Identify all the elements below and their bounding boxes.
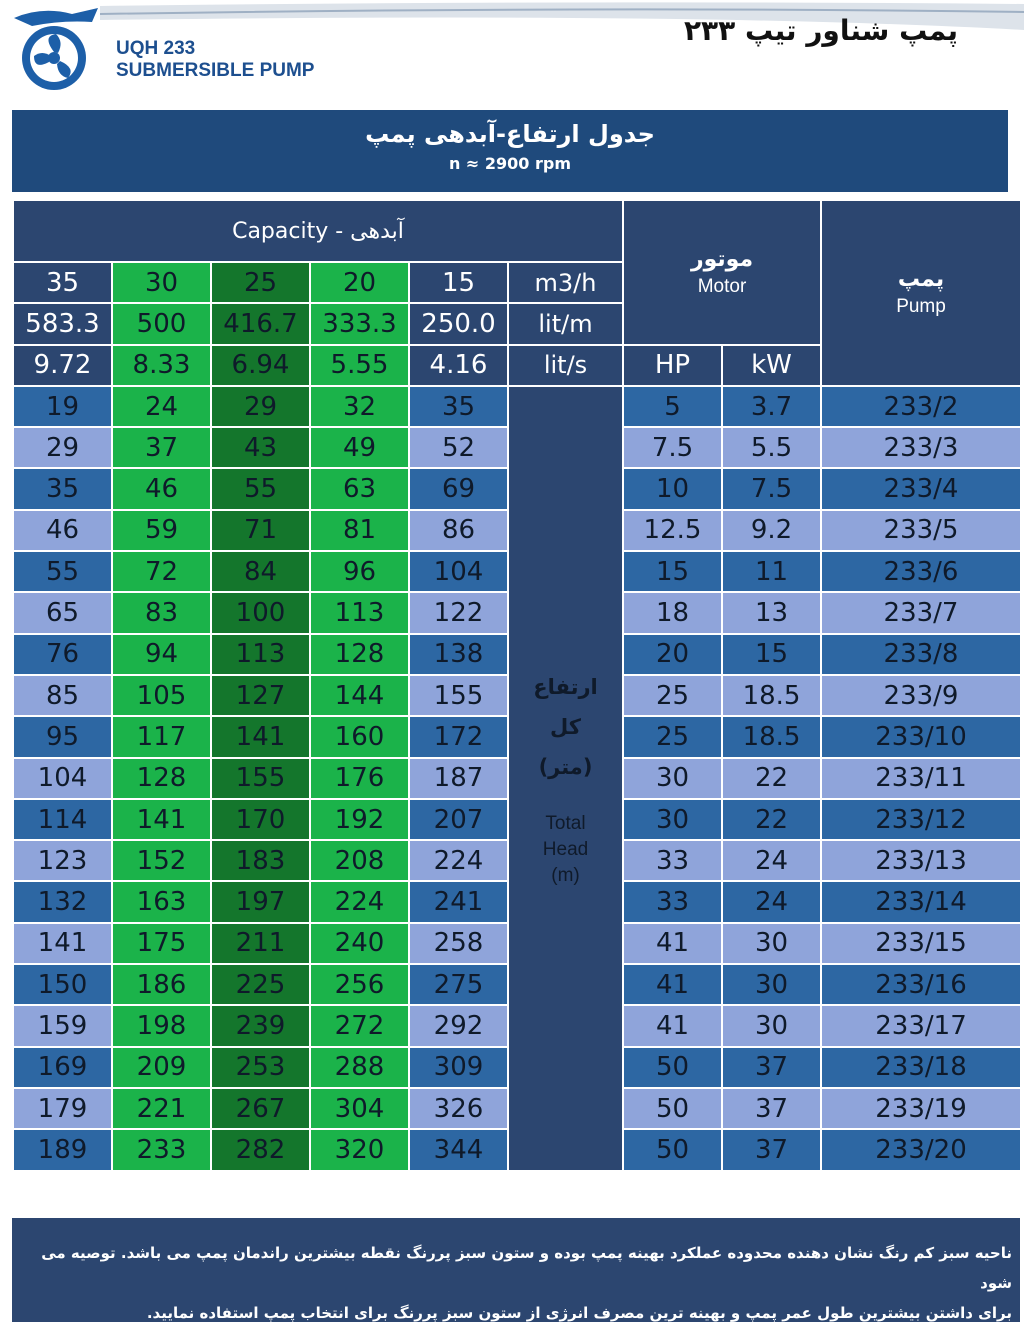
head-value-cell: 159	[13, 1005, 112, 1046]
head-label-en-3: (m)	[551, 865, 580, 887]
pump-model-cell: 233/2	[821, 386, 1021, 427]
head-value-cell: 224	[409, 840, 508, 881]
head-value-cell: 150	[13, 964, 112, 1005]
pump-model-cell: 233/14	[821, 881, 1021, 922]
head-value-cell: 95	[13, 716, 112, 757]
hp-cell: 20	[623, 634, 722, 675]
hp-cell: 50	[623, 1129, 722, 1170]
total-head-label	[508, 386, 623, 1171]
brand-product: SUBMERSIBLE PUMP	[116, 60, 315, 81]
hp-cell: 41	[623, 964, 722, 1005]
head-value-cell: 344	[409, 1129, 508, 1170]
head-value-cell: 189	[13, 1129, 112, 1170]
header-row-capacity	[13, 200, 1021, 262]
head-value-cell: 81	[310, 510, 409, 551]
head-value-cell: 35	[13, 468, 112, 509]
hp-cell: 15	[623, 551, 722, 592]
hp-cell: 25	[623, 716, 722, 757]
pump-header-fa: پمپ	[897, 267, 945, 293]
head-value-cell: 304	[310, 1088, 409, 1129]
kw-cell: 7.5	[722, 468, 821, 509]
pump-model-cell: 233/19	[821, 1088, 1021, 1129]
kw-cell: 30	[722, 923, 821, 964]
note-line-2: برای داشتن بیشترین طول عمر پمپ و بهینه ترین مصرف انرژی از ستون سبز پررنگ برای انتخاب پمپ استفاده نمایید.	[146, 1304, 1012, 1322]
hp-cell: 12.5	[623, 510, 722, 551]
head-value-cell: 63	[310, 468, 409, 509]
head-value-cell: 141	[211, 716, 310, 757]
page-title: پمپ شناور تیپ ۲۳۳	[683, 14, 958, 47]
head-capacity-table	[12, 199, 1022, 1172]
head-value-cell: 104	[13, 758, 112, 799]
pump-model-cell: 233/13	[821, 840, 1021, 881]
hp-cell: 5	[623, 386, 722, 427]
brand-model: UQH 233	[116, 38, 196, 59]
hp-cell: 10	[623, 468, 722, 509]
head-value-cell: 84	[211, 551, 310, 592]
capacity-header: Capacity - آبدهی	[13, 200, 623, 262]
head-value-cell: 55	[211, 468, 310, 509]
head-value-cell: 72	[112, 551, 211, 592]
head-label-fa-3: (متر)	[538, 755, 593, 780]
pump-model-cell: 233/16	[821, 964, 1021, 1005]
head-value-cell: 138	[409, 634, 508, 675]
head-value-cell: 288	[310, 1047, 409, 1088]
hp-cell: 33	[623, 840, 722, 881]
head-value-cell: 85	[13, 675, 112, 716]
head-value-cell: 24	[112, 386, 211, 427]
head-value-cell: 155	[211, 758, 310, 799]
head-value-cell: 292	[409, 1005, 508, 1046]
pump-model-cell: 233/20	[821, 1129, 1021, 1170]
capacity-cell: 9.72	[13, 345, 112, 386]
banner-speed: n ≈ 2900 rpm	[448, 154, 572, 173]
head-value-cell: 172	[409, 716, 508, 757]
head-value-cell: 117	[112, 716, 211, 757]
head-value-cell: 96	[310, 551, 409, 592]
head-value-cell: 37	[112, 427, 211, 468]
pump-model-cell: 233/10	[821, 716, 1021, 757]
head-value-cell: 86	[409, 510, 508, 551]
hp-header: HP	[623, 345, 722, 386]
head-value-cell: 141	[13, 923, 112, 964]
head-value-cell: 175	[112, 923, 211, 964]
head-value-cell: 94	[112, 634, 211, 675]
head-value-cell: 152	[112, 840, 211, 881]
head-value-cell: 183	[211, 840, 310, 881]
page-header	[0, 0, 1024, 100]
kw-cell: 9.2	[722, 510, 821, 551]
head-value-cell: 43	[211, 427, 310, 468]
head-value-cell: 69	[409, 468, 508, 509]
brand-logo-icon	[12, 6, 104, 96]
hp-cell: 25	[623, 675, 722, 716]
head-value-cell: 320	[310, 1129, 409, 1170]
hp-cell: 50	[623, 1088, 722, 1129]
kw-cell: 18.5	[722, 675, 821, 716]
head-label-en-1: Total	[545, 813, 586, 835]
kw-cell: 3.7	[722, 386, 821, 427]
head-value-cell: 83	[112, 592, 211, 633]
head-value-cell: 309	[409, 1047, 508, 1088]
pump-model-cell: 233/7	[821, 592, 1021, 633]
motor-header	[623, 200, 821, 345]
head-value-cell: 272	[310, 1005, 409, 1046]
motor-header-fa: موتور	[690, 246, 754, 272]
head-value-cell: 19	[13, 386, 112, 427]
head-value-cell: 198	[112, 1005, 211, 1046]
head-value-cell: 122	[409, 592, 508, 633]
head-value-cell: 187	[409, 758, 508, 799]
kw-cell: 18.5	[722, 716, 821, 757]
capacity-cell: 30	[112, 262, 211, 303]
hp-cell: 30	[623, 799, 722, 840]
kw-cell: 13	[722, 592, 821, 633]
capacity-cell: 15	[409, 262, 508, 303]
kw-cell: 24	[722, 840, 821, 881]
head-value-cell: 233	[112, 1129, 211, 1170]
head-value-cell: 208	[310, 840, 409, 881]
head-value-cell: 46	[112, 468, 211, 509]
kw-cell: 24	[722, 881, 821, 922]
head-value-cell: 113	[211, 634, 310, 675]
head-value-cell: 224	[310, 881, 409, 922]
head-value-cell: 253	[211, 1047, 310, 1088]
head-value-cell: 59	[112, 510, 211, 551]
pump-model-cell: 233/12	[821, 799, 1021, 840]
head-value-cell: 52	[409, 427, 508, 468]
capacity-cell: 333.3	[310, 303, 409, 344]
head-value-cell: 176	[310, 758, 409, 799]
footer-note	[12, 1218, 1020, 1322]
head-value-cell: 258	[409, 923, 508, 964]
kw-cell: 22	[722, 799, 821, 840]
capacity-cell: 583.3	[13, 303, 112, 344]
banner-title: جدول ارتفاع-آبدهی پمپ	[365, 120, 655, 148]
kw-cell: 37	[722, 1129, 821, 1170]
pump-model-cell: 233/4	[821, 468, 1021, 509]
hp-cell: 7.5	[623, 427, 722, 468]
head-value-cell: 29	[211, 386, 310, 427]
capacity-cell: 8.33	[112, 345, 211, 386]
hp-cell: 30	[623, 758, 722, 799]
head-value-cell: 144	[310, 675, 409, 716]
unit-litm: lit/m	[508, 303, 623, 344]
brand-text	[116, 38, 314, 82]
head-value-cell: 114	[13, 799, 112, 840]
kw-header: kW	[722, 345, 821, 386]
head-value-cell: 104	[409, 551, 508, 592]
kw-cell: 30	[722, 1005, 821, 1046]
head-value-cell: 71	[211, 510, 310, 551]
head-label-fa-1: ارتفاع	[533, 675, 598, 700]
pump-model-cell: 233/17	[821, 1005, 1021, 1046]
capacity-cell: 20	[310, 262, 409, 303]
head-value-cell: 211	[211, 923, 310, 964]
pump-model-cell: 233/8	[821, 634, 1021, 675]
capacity-cell: 25	[211, 262, 310, 303]
capacity-cell: 4.16	[409, 345, 508, 386]
head-value-cell: 132	[13, 881, 112, 922]
kw-cell: 37	[722, 1088, 821, 1129]
head-value-cell: 163	[112, 881, 211, 922]
head-value-cell: 241	[409, 881, 508, 922]
capacity-cell: 500	[112, 303, 211, 344]
hp-cell: 18	[623, 592, 722, 633]
head-value-cell: 55	[13, 551, 112, 592]
hp-cell: 33	[623, 881, 722, 922]
kw-cell: 22	[722, 758, 821, 799]
head-value-cell: 65	[13, 592, 112, 633]
head-value-cell: 186	[112, 964, 211, 1005]
unit-lits: lit/s	[508, 345, 623, 386]
head-value-cell: 113	[310, 592, 409, 633]
head-value-cell: 207	[409, 799, 508, 840]
head-value-cell: 209	[112, 1047, 211, 1088]
head-value-cell: 155	[409, 675, 508, 716]
head-value-cell: 275	[409, 964, 508, 1005]
pump-model-cell: 233/9	[821, 675, 1021, 716]
table-body	[13, 200, 1021, 1171]
head-label-en-2: Head	[542, 839, 589, 861]
capacity-cell: 35	[13, 262, 112, 303]
head-value-cell: 192	[310, 799, 409, 840]
kw-cell: 11	[722, 551, 821, 592]
head-value-cell: 128	[112, 758, 211, 799]
head-value-cell: 282	[211, 1129, 310, 1170]
kw-cell: 15	[722, 634, 821, 675]
pump-model-cell: 233/6	[821, 551, 1021, 592]
head-value-cell: 267	[211, 1088, 310, 1129]
pump-model-cell: 233/11	[821, 758, 1021, 799]
head-value-cell: 35	[409, 386, 508, 427]
head-value-cell: 240	[310, 923, 409, 964]
hp-cell: 41	[623, 1005, 722, 1046]
head-value-cell: 29	[13, 427, 112, 468]
capacity-cell: 6.94	[211, 345, 310, 386]
head-value-cell: 256	[310, 964, 409, 1005]
head-value-cell: 169	[13, 1047, 112, 1088]
kw-cell: 37	[722, 1047, 821, 1088]
capacity-cell: 416.7	[211, 303, 310, 344]
head-value-cell: 105	[112, 675, 211, 716]
head-value-cell: 221	[112, 1088, 211, 1129]
head-value-cell: 141	[112, 799, 211, 840]
head-value-cell: 127	[211, 675, 310, 716]
head-value-cell: 225	[211, 964, 310, 1005]
pump-model-cell: 233/15	[821, 923, 1021, 964]
head-value-cell: 46	[13, 510, 112, 551]
motor-header-en: Motor	[697, 275, 747, 297]
head-value-cell: 179	[13, 1088, 112, 1129]
unit-m3h: m3/h	[508, 262, 623, 303]
head-value-cell: 326	[409, 1088, 508, 1129]
kw-cell: 5.5	[722, 427, 821, 468]
kw-cell: 30	[722, 964, 821, 1005]
pump-model-cell: 233/3	[821, 427, 1021, 468]
pump-header-en: Pump	[896, 296, 946, 318]
head-value-cell: 197	[211, 881, 310, 922]
note-line-1: ناحیه سبز کم رنگ نشان دهنده محدوده عملکرد بهینه پمپ بوده و ستون سبز پررنگ نقطه بیشترین راندمان پمپ می باشد. توصیه می شود	[41, 1244, 1012, 1292]
hp-cell: 50	[623, 1047, 722, 1088]
head-value-cell: 123	[13, 840, 112, 881]
head-value-cell: 170	[211, 799, 310, 840]
capacity-cell: 5.55	[310, 345, 409, 386]
table-row	[13, 386, 1021, 427]
head-value-cell: 49	[310, 427, 409, 468]
head-label-fa-2: کل	[550, 715, 581, 740]
head-value-cell: 100	[211, 592, 310, 633]
head-value-cell: 239	[211, 1005, 310, 1046]
head-value-cell: 76	[13, 634, 112, 675]
head-value-cell: 128	[310, 634, 409, 675]
pump-header	[821, 200, 1021, 386]
head-value-cell: 160	[310, 716, 409, 757]
pump-model-cell: 233/5	[821, 510, 1021, 551]
hp-cell: 41	[623, 923, 722, 964]
capacity-cell: 250.0	[409, 303, 508, 344]
table-banner	[12, 110, 1008, 192]
head-value-cell: 32	[310, 386, 409, 427]
pump-model-cell: 233/18	[821, 1047, 1021, 1088]
